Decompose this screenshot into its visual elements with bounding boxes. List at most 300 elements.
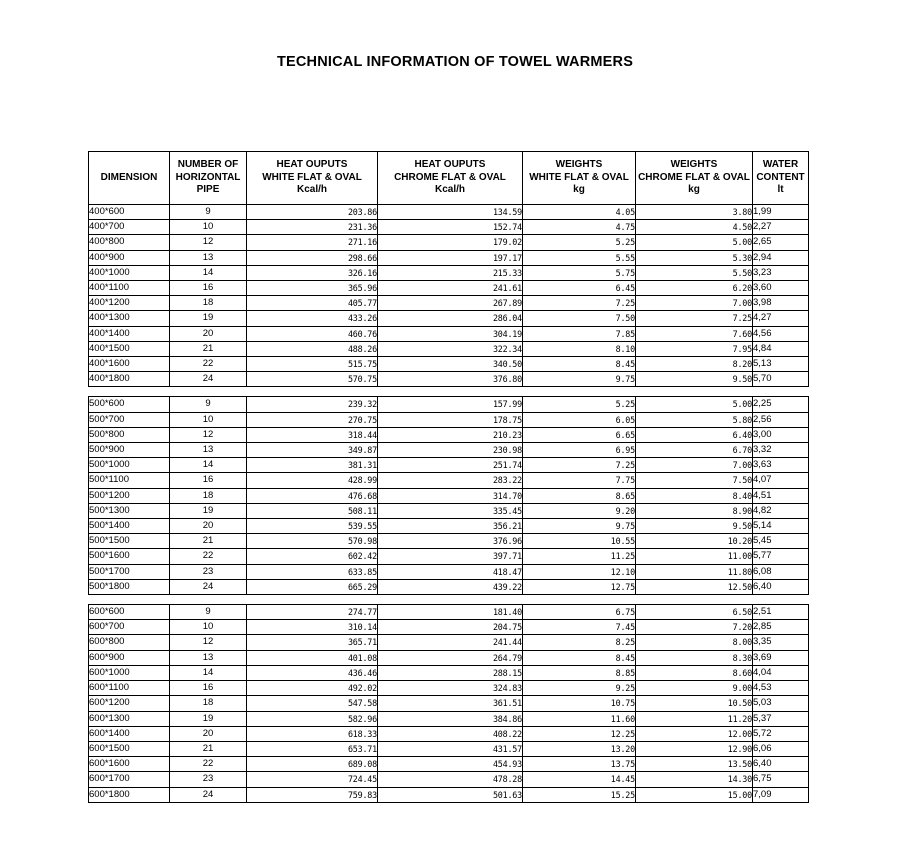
- table-cell: 2,94: [753, 250, 809, 265]
- table-cell: 326.16: [247, 265, 378, 280]
- table-cell: 13.20: [523, 741, 636, 756]
- table-cell: 4.75: [523, 220, 636, 235]
- group-separator: [89, 387, 809, 397]
- table-cell: 9.25: [523, 681, 636, 696]
- table-row: [89, 650, 809, 665]
- table-cell: 381.31: [247, 458, 378, 473]
- table-cell: 3,35: [753, 635, 809, 650]
- table-cell: 405.77: [247, 296, 378, 311]
- table-row: [89, 397, 809, 412]
- table-cell: 335.45: [378, 503, 523, 518]
- column-header-heat-output-white: HEAT OUPUTS WHITE FLAT & OVAL Kcal/h: [247, 152, 378, 205]
- table-cell: 500*1500: [89, 534, 170, 549]
- table-cell: 3,32: [753, 443, 809, 458]
- table-cell: 16: [170, 281, 247, 296]
- column-header-heat-output-chrome: HEAT OUPUTS CHROME FLAT & OVAL Kcal/h: [378, 152, 523, 205]
- table-cell: 12: [170, 635, 247, 650]
- table-cell: 178.75: [378, 412, 523, 427]
- table-cell: 376.96: [378, 534, 523, 549]
- table-cell: 633.85: [247, 564, 378, 579]
- table-row: [89, 281, 809, 296]
- table-cell: 10: [170, 412, 247, 427]
- table-cell: 4,82: [753, 503, 809, 518]
- group-separator-cell: [89, 595, 809, 605]
- table-cell: 7.45: [523, 620, 636, 635]
- table-cell: 508.11: [247, 503, 378, 518]
- table-row: [89, 726, 809, 741]
- table-cell: 5,03: [753, 696, 809, 711]
- table-cell: 5.00: [636, 397, 753, 412]
- table-cell: 8.45: [523, 357, 636, 372]
- table-cell: 5.55: [523, 250, 636, 265]
- table-cell: 6.75: [523, 605, 636, 620]
- table-cell: 14: [170, 265, 247, 280]
- table-cell: 365.96: [247, 281, 378, 296]
- table-cell: 500*1200: [89, 488, 170, 503]
- table-row: [89, 235, 809, 250]
- table-cell: 582.96: [247, 711, 378, 726]
- table-cell: 600*1200: [89, 696, 170, 711]
- table-cell: 286.04: [378, 311, 523, 326]
- table-cell: 18: [170, 488, 247, 503]
- table-cell: 3,00: [753, 427, 809, 442]
- table-cell: 9.75: [523, 519, 636, 534]
- page-title: TECHNICAL INFORMATION OF TOWEL WARMERS: [276, 54, 634, 70]
- table-row: [89, 665, 809, 680]
- table-cell: 264.79: [378, 650, 523, 665]
- table-cell: 230.98: [378, 443, 523, 458]
- table-cell: 5.25: [523, 397, 636, 412]
- table-cell: 500*900: [89, 443, 170, 458]
- table-cell: 14: [170, 458, 247, 473]
- table-row: [89, 473, 809, 488]
- table-cell: 314.70: [378, 488, 523, 503]
- table-cell: 270.75: [247, 412, 378, 427]
- table-cell: 152.74: [378, 220, 523, 235]
- table-cell: 12.50: [636, 579, 753, 594]
- table-cell: 21: [170, 534, 247, 549]
- table-row: [89, 427, 809, 442]
- table-cell: 600*1000: [89, 665, 170, 680]
- table-cell: 418.47: [378, 564, 523, 579]
- table-cell: 13.75: [523, 757, 636, 772]
- table-cell: 13: [170, 443, 247, 458]
- table-cell: 6.70: [636, 443, 753, 458]
- table-cell: 18: [170, 696, 247, 711]
- table-cell: 134.59: [378, 205, 523, 220]
- table-cell: 600*1600: [89, 757, 170, 772]
- table-cell: 476.68: [247, 488, 378, 503]
- table-cell: 251.74: [378, 458, 523, 473]
- table-cell: 10.55: [523, 534, 636, 549]
- table-cell: 8.60: [636, 665, 753, 680]
- table-row: [89, 564, 809, 579]
- table-cell: 8.45: [523, 650, 636, 665]
- table-row: [89, 296, 809, 311]
- table-cell: 283.22: [378, 473, 523, 488]
- table-row: [89, 443, 809, 458]
- table-cell: 400*1600: [89, 357, 170, 372]
- table-cell: 492.02: [247, 681, 378, 696]
- table-cell: 7.85: [523, 326, 636, 341]
- table-row: [89, 488, 809, 503]
- column-header-horizontal-pipe: NUMBER OF HORIZONTAL PIPE: [170, 152, 247, 205]
- table-cell: 618.33: [247, 726, 378, 741]
- table-cell: 11.20: [636, 711, 753, 726]
- table-cell: 500*1800: [89, 579, 170, 594]
- table-cell: 12.75: [523, 579, 636, 594]
- table-body: [89, 205, 809, 803]
- table-cell: 12.00: [636, 726, 753, 741]
- table-cell: 12.90: [636, 741, 753, 756]
- table-cell: 8.20: [636, 357, 753, 372]
- table-cell: 15.00: [636, 787, 753, 802]
- table-cell: 400*900: [89, 250, 170, 265]
- table-row: [89, 326, 809, 341]
- table-cell: 460.76: [247, 326, 378, 341]
- table-cell: 13: [170, 250, 247, 265]
- table-cell: 600*800: [89, 635, 170, 650]
- table-cell: 6,06: [753, 741, 809, 756]
- table-cell: 157.99: [378, 397, 523, 412]
- table-cell: 6.20: [636, 281, 753, 296]
- table-cell: 400*1800: [89, 372, 170, 387]
- table-cell: 23: [170, 772, 247, 787]
- table-cell: 14.30: [636, 772, 753, 787]
- table-cell: 5.00: [636, 235, 753, 250]
- table-cell: 2,25: [753, 397, 809, 412]
- table-cell: 16: [170, 473, 247, 488]
- table-cell: 349.87: [247, 443, 378, 458]
- table-cell: 600*1400: [89, 726, 170, 741]
- table-cell: 3,23: [753, 265, 809, 280]
- table-cell: 9.50: [636, 372, 753, 387]
- table-row: [89, 519, 809, 534]
- group-separator-cell: [89, 387, 809, 397]
- table-cell: 322.34: [378, 341, 523, 356]
- table-row: [89, 357, 809, 372]
- table-cell: 5,77: [753, 549, 809, 564]
- table-cell: 408.22: [378, 726, 523, 741]
- table-cell: 1,99: [753, 205, 809, 220]
- table-cell: 436.46: [247, 665, 378, 680]
- table-cell: 24: [170, 579, 247, 594]
- table-row: [89, 741, 809, 756]
- table-cell: 21: [170, 341, 247, 356]
- table-cell: 539.55: [247, 519, 378, 534]
- table-cell: 400*1100: [89, 281, 170, 296]
- table-cell: 340.50: [378, 357, 523, 372]
- table-row: [89, 311, 809, 326]
- table-cell: 5.75: [523, 265, 636, 280]
- table-cell: 7.50: [636, 473, 753, 488]
- table-cell: 5,70: [753, 372, 809, 387]
- header-row: [89, 152, 809, 205]
- table-cell: 9: [170, 605, 247, 620]
- table-cell: 231.36: [247, 220, 378, 235]
- table-cell: 7.25: [523, 296, 636, 311]
- table-cell: 181.40: [378, 605, 523, 620]
- table-cell: 602.42: [247, 549, 378, 564]
- table-cell: 8.65: [523, 488, 636, 503]
- table-row: [89, 250, 809, 265]
- table-cell: 22: [170, 757, 247, 772]
- table-row: [89, 635, 809, 650]
- table-cell: 267.89: [378, 296, 523, 311]
- table-cell: 4.50: [636, 220, 753, 235]
- table-cell: 21: [170, 741, 247, 756]
- table-cell: 7.95: [636, 341, 753, 356]
- table-cell: 10.20: [636, 534, 753, 549]
- table-cell: 20: [170, 326, 247, 341]
- table-cell: 8.90: [636, 503, 753, 518]
- table-cell: 6.05: [523, 412, 636, 427]
- table-cell: 500*1600: [89, 549, 170, 564]
- table-cell: 24: [170, 787, 247, 802]
- table-cell: 724.45: [247, 772, 378, 787]
- table-cell: 400*1000: [89, 265, 170, 280]
- table-cell: 19: [170, 311, 247, 326]
- table-cell: 7.75: [523, 473, 636, 488]
- table-cell: 11.25: [523, 549, 636, 564]
- table-row: [89, 534, 809, 549]
- table-cell: 11.80: [636, 564, 753, 579]
- table-cell: 2,85: [753, 620, 809, 635]
- table-cell: 5.50: [636, 265, 753, 280]
- table-cell: 19: [170, 503, 247, 518]
- table-row: [89, 772, 809, 787]
- table-cell: 12: [170, 235, 247, 250]
- table-cell: 6.45: [523, 281, 636, 296]
- table-cell: 384.86: [378, 711, 523, 726]
- table-cell: 179.02: [378, 235, 523, 250]
- table-cell: 204.75: [378, 620, 523, 635]
- table-row: [89, 579, 809, 594]
- table-cell: 7.50: [523, 311, 636, 326]
- table-cell: 4,07: [753, 473, 809, 488]
- table-cell: 9: [170, 205, 247, 220]
- table-cell: 515.75: [247, 357, 378, 372]
- table-cell: 759.83: [247, 787, 378, 802]
- table-cell: 400*700: [89, 220, 170, 235]
- table-cell: 400*1500: [89, 341, 170, 356]
- table-cell: 4,56: [753, 326, 809, 341]
- table-cell: 7.20: [636, 620, 753, 635]
- table-cell: 15.25: [523, 787, 636, 802]
- table-cell: 19: [170, 711, 247, 726]
- table-cell: 665.29: [247, 579, 378, 594]
- table-cell: 454.93: [378, 757, 523, 772]
- table-row: [89, 549, 809, 564]
- table-cell: 361.51: [378, 696, 523, 711]
- table-cell: 10.50: [636, 696, 753, 711]
- table-cell: 7.60: [636, 326, 753, 341]
- table-header: [89, 152, 809, 205]
- table-cell: 7.25: [636, 311, 753, 326]
- table-cell: 8.00: [636, 635, 753, 650]
- table-cell: 16: [170, 681, 247, 696]
- table-cell: 12.25: [523, 726, 636, 741]
- table-cell: 3,69: [753, 650, 809, 665]
- table-cell: 274.77: [247, 605, 378, 620]
- table-cell: 10: [170, 220, 247, 235]
- table-cell: 600*600: [89, 605, 170, 620]
- table-cell: 3,60: [753, 281, 809, 296]
- table-cell: 4,27: [753, 311, 809, 326]
- table-cell: 500*800: [89, 427, 170, 442]
- table-row: [89, 605, 809, 620]
- table-cell: 7.00: [636, 458, 753, 473]
- table-cell: 3,63: [753, 458, 809, 473]
- table-cell: 4,51: [753, 488, 809, 503]
- table-cell: 501.63: [378, 787, 523, 802]
- table-row: [89, 220, 809, 235]
- table-cell: 298.66: [247, 250, 378, 265]
- table-cell: 20: [170, 726, 247, 741]
- table-cell: 488.26: [247, 341, 378, 356]
- table-cell: 4,04: [753, 665, 809, 680]
- table-cell: 500*1300: [89, 503, 170, 518]
- table-row: [89, 620, 809, 635]
- table-cell: 2,27: [753, 220, 809, 235]
- table-cell: 500*600: [89, 397, 170, 412]
- table-cell: 13.50: [636, 757, 753, 772]
- table-cell: 4,84: [753, 341, 809, 356]
- table-cell: 215.33: [378, 265, 523, 280]
- table-cell: 400*1300: [89, 311, 170, 326]
- table-cell: 11.60: [523, 711, 636, 726]
- table-row: [89, 681, 809, 696]
- table-cell: 2,56: [753, 412, 809, 427]
- table-cell: 5,37: [753, 711, 809, 726]
- table-cell: 241.44: [378, 635, 523, 650]
- table-cell: 9.00: [636, 681, 753, 696]
- table-cell: 22: [170, 549, 247, 564]
- table-cell: 18: [170, 296, 247, 311]
- table-cell: 500*1400: [89, 519, 170, 534]
- table-cell: 22: [170, 357, 247, 372]
- column-header-weights-white: WEIGHTS WHITE FLAT & OVAL kg: [523, 152, 636, 205]
- table-cell: 6.95: [523, 443, 636, 458]
- table-cell: 689.08: [247, 757, 378, 772]
- table-cell: 600*900: [89, 650, 170, 665]
- table-cell: 653.71: [247, 741, 378, 756]
- table-row: [89, 412, 809, 427]
- table-cell: 547.58: [247, 696, 378, 711]
- table-cell: 210.23: [378, 427, 523, 442]
- table-row: [89, 458, 809, 473]
- table-cell: 600*1300: [89, 711, 170, 726]
- table-cell: 10.75: [523, 696, 636, 711]
- table-row: [89, 372, 809, 387]
- table-cell: 400*1400: [89, 326, 170, 341]
- table-cell: 9: [170, 397, 247, 412]
- table-cell: 6.65: [523, 427, 636, 442]
- table-cell: 428.99: [247, 473, 378, 488]
- table-row: [89, 205, 809, 220]
- table-cell: 6,40: [753, 579, 809, 594]
- spec-table: [88, 151, 809, 803]
- table-cell: 570.98: [247, 534, 378, 549]
- table-cell: 241.61: [378, 281, 523, 296]
- table-cell: 203.86: [247, 205, 378, 220]
- table-cell: 9.50: [636, 519, 753, 534]
- table-cell: 288.15: [378, 665, 523, 680]
- table-row: [89, 503, 809, 518]
- table-cell: 8.25: [523, 635, 636, 650]
- table-cell: 5,13: [753, 357, 809, 372]
- table-cell: 8.85: [523, 665, 636, 680]
- table-cell: 23: [170, 564, 247, 579]
- table-cell: 600*1700: [89, 772, 170, 787]
- table-cell: 7.25: [523, 458, 636, 473]
- table-row: [89, 341, 809, 356]
- table-cell: 4,53: [753, 681, 809, 696]
- table-cell: 6.50: [636, 605, 753, 620]
- table-cell: 397.71: [378, 549, 523, 564]
- table-cell: 8.30: [636, 650, 753, 665]
- column-header-dimension: DIMENSION: [89, 152, 170, 205]
- column-header-water-content: WATER CONTENT lt: [753, 152, 809, 205]
- table-cell: 197.17: [378, 250, 523, 265]
- table-cell: 433.26: [247, 311, 378, 326]
- table-row: [89, 711, 809, 726]
- table-cell: 324.83: [378, 681, 523, 696]
- table-cell: 13: [170, 650, 247, 665]
- table-cell: 500*700: [89, 412, 170, 427]
- table-cell: 500*1000: [89, 458, 170, 473]
- table-cell: 2,65: [753, 235, 809, 250]
- table-cell: 5.30: [636, 250, 753, 265]
- table-cell: 5,72: [753, 726, 809, 741]
- table-cell: 6,75: [753, 772, 809, 787]
- table-cell: 9.75: [523, 372, 636, 387]
- table-cell: 310.14: [247, 620, 378, 635]
- table-cell: 271.16: [247, 235, 378, 250]
- table-row: [89, 265, 809, 280]
- table-cell: 6,08: [753, 564, 809, 579]
- table-row: [89, 696, 809, 711]
- table-cell: 5.80: [636, 412, 753, 427]
- table-cell: 11.00: [636, 549, 753, 564]
- table-cell: 24: [170, 372, 247, 387]
- table-cell: 400*600: [89, 205, 170, 220]
- group-separator: [89, 595, 809, 605]
- table-cell: 3,98: [753, 296, 809, 311]
- table-cell: 500*1700: [89, 564, 170, 579]
- table-cell: 12: [170, 427, 247, 442]
- spec-table-container: [88, 151, 808, 803]
- table-cell: 439.22: [378, 579, 523, 594]
- table-cell: 356.21: [378, 519, 523, 534]
- table-cell: 6.40: [636, 427, 753, 442]
- table-cell: 570.75: [247, 372, 378, 387]
- table-cell: 7,09: [753, 787, 809, 802]
- table-cell: 14: [170, 665, 247, 680]
- table-cell: 600*700: [89, 620, 170, 635]
- table-cell: 2,51: [753, 605, 809, 620]
- table-cell: 365.71: [247, 635, 378, 650]
- table-cell: 10: [170, 620, 247, 635]
- table-row: [89, 787, 809, 802]
- column-header-weights-chrome: WEIGHTS CHROME FLAT & OVAL kg: [636, 152, 753, 205]
- table-cell: 7.00: [636, 296, 753, 311]
- table-cell: 500*1100: [89, 473, 170, 488]
- table-cell: 304.19: [378, 326, 523, 341]
- table-cell: 3.80: [636, 205, 753, 220]
- table-cell: 8.10: [523, 341, 636, 356]
- table-cell: 431.57: [378, 741, 523, 756]
